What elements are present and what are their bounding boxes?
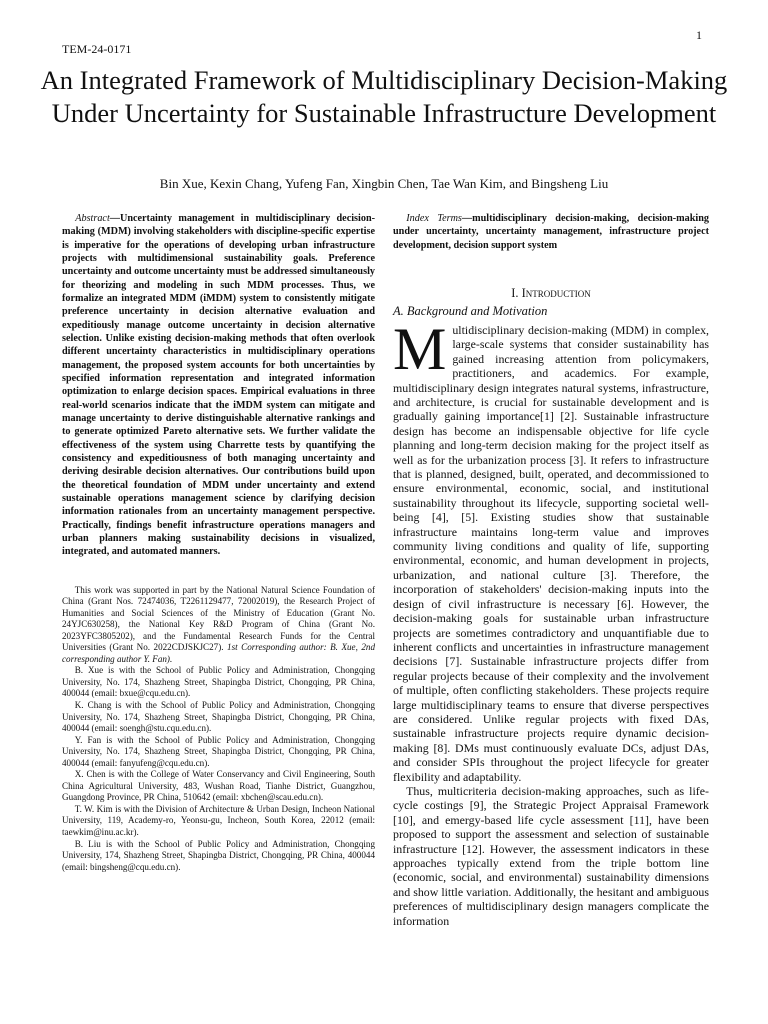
index-terms-label: Index Terms — [406, 213, 462, 224]
page-number: 1 — [696, 28, 702, 42]
affiliation-note: Y. Fan is with the School of Public Policy and Administration, Chongqing University, No. 174, Shazheng Street, Shapingba District, Chongqing, PR China, 400044 (email: fanyufeng@cqu.edu.cn). — [62, 734, 375, 768]
abstract — [62, 212, 375, 559]
affiliation-note: X. Chen is with the College of Water Conservancy and Civil Engineering, South China Agricultural University, 483, Wushan Road, Tianhe District, Guangzhou, Guangdong Province, PR China, 510642 (email: xbchen@scau.edu.cn). — [62, 769, 375, 803]
affiliation-note: T. W. Kim is with the Division of Architecture & Urban Design, Incheon National University, 119, Academy-ro, Yeonsu-gu, Incheon, South Korea, 22012 (email: taewkim@inu.ac.kr). — [62, 803, 375, 838]
funding-text: This work was supported in part by the National Natural Science Foundation of China (Grant Nos. 72474036, T2261129477, 72002019), the Research Project of Humanities and Social Sciences of the Ministry of Education (Grant No. 24YJC630258), the National Key R&D Program of China (Grant No. 2023YFC3805202), and the Fundamental Research Funds for the Central Universities (Grant No. 2022CDJSKJC27). — [62, 584, 375, 653]
affiliation-note: B. Xue is with the School of Public Policy and Administration, Chongqing University, No. 174, Shazheng Street, Shapingba District, Chongqing, PR China, 400044 (email: bxue@cqu.edu.cn). — [62, 665, 375, 699]
funding-note — [62, 585, 375, 666]
subsection-heading-background: A. Background and Motivation — [393, 303, 548, 318]
index-terms — [393, 212, 709, 252]
intro-paragraph-text: ultidisciplinary decision-making (MDM) in complex, large-scale systems that consider sustainability has gained increasing attention from policymakers, practitioners, and academics. For example, multidisciplinary design integrates natural systems, infrastructure, and architecture, is crucial for sustainable development and is gradually gaining importance[1] [2]. Sustainable infrastructure design has become an indispensable objective for life cycle planning and long-term decision making for the project itself as well as for the urbanization process [3]. It refers to infrastructure that is planned, designed, built, operated, and decommissioned to ensure environmental, economic, social, and institutional sustainability throughout its lifecycle, supporting societal well-being [4], [5]. Existing studies show that sustainable infrastructure maintains long-term value and improves community living conditions and quality of life, supporting environmental, economic, and human development in projects, urbanization, and national culture [3]. Therefore, the incorporation of stakeholders' decision-making inputs into the design of civil infrastructure is necessary [6]. However, the decision-making goals for sustainable urban infrastructure projects are sometimes contradictory and unquantifiable due to inherent conflicts and uncertainties in infrastructure management decisions [7]. Sustainable infrastructure projects differ from regular projects because of their complexity and the involvement of multiple, often conflicting stakeholders. These projects require large multidisciplinary teams to ensure that diverse perspectives are considered. Unlike regular projects with fixed DAs, sustainable infrastructure projects require dynamic decision-making [8]. DMs must continuously evaluate DCs, adjust DAs, and consider SPIs throughout the project lifecycle for greater flexibility and adaptability. — [393, 322, 709, 784]
left-column — [62, 212, 375, 873]
intro-paragraph: Thus, multicriteria decision-making approaches, such as life-cycle costings [9], the Strategic Project Appraisal Framework [10], and emergy-based life cycle assessment [11], have been proposed to support the assessment and selection of sustainable infrastructure [12]. However, the assessment indicators in these approaches typically extend from the triple bottom line (economic, social, and environmental) sustainability dimensions and show little variation. Additionally, the hesitant and ambiguous preferences of multidisciplinary design managers complicate the information — [393, 783, 709, 928]
index-terms-text: —multidisciplinary decision-making, decision-making under uncertainty, uncertainty management, infrastructure project development, decision support system — [393, 213, 709, 251]
paper-title: An Integrated Framework of Multidisciplinary Decision-Making Under Uncertainty for Sustainable Infrastructure Development — [40, 65, 728, 128]
manuscript-id: TEM-24-0171 — [62, 42, 132, 56]
affiliation-note: K. Chang is with the School of Public Policy and Administration, Chongqing University, No. 174, Shazheng Street, Shapingba District, Chongqing, PR China, 400044 (email: soengh@stu.cqu.edu.cn). — [62, 700, 375, 734]
section-heading-introduction: I. Introduction — [511, 285, 591, 300]
drop-cap: M — [393, 315, 447, 382]
corresponding-author-note: 1st Corresponding author: B. Xue, 2nd corresponding author Y. Fan). — [62, 642, 375, 664]
right-column — [393, 212, 709, 928]
affiliation-note: B. Liu is with the School of Public Policy and Administration, Chongqing University, 174, Shazheng Street, Shapingba District, Chongqing, PR China, 400044 (email: bingsheng@cqu.edu.cn). — [62, 838, 375, 872]
abstract-text: —Uncertainty management in multidisciplinary decision-making (MDM) involving stakeholders with discipline-specific expertise is imperative for the operations of developing urban infrastructure projects with multidimensional sustainability goals. Preference uncertainty and outcome uncertainty must be addressed simultaneously for theorizing and modeling in such MDM processes. Thus, we formalize an integrated MDM (iMDM) system to consistently mitigate preference uncertainty in decision alternative evaluation and expeditiously manage outcome uncertainty in decision alternative selection. Unlike existing decision-making methods that often overlook different uncertainty characteristics in multidisciplinary operations management, the proposed system accounts for both uncertainties by specified information representation and integrated information optimization to enlarge decision spaces. Empirical evaluations in three real-world scenarios indicate that the iMDM system can mitigate and manage uncertainty to derive distinguishable alternative rankings and to generate optimized Pareto alternative sets. We further validate the effectiveness of the system using Charrette tests by quantifying the consistency and expeditiousness of both managing uncertainty and deriving desirable decision alternatives. Our contributions build upon the theoretical foundation of MDM under uncertainty and extend sustainable operations management science by clarifying decision information rationales from an uncertainty management perspective. Practically, findings benefit infrastructure operations managers and urban planners making sustainability decisions in visualized, integrated, and automated manners. — [62, 213, 375, 558]
footnotes — [62, 585, 375, 874]
author-list: Bin Xue, Kexin Chang, Yufeng Fan, Xingbin Chen, Tae Wan Kim, and Bingsheng Liu — [159, 176, 609, 191]
abstract-label: Abstract — [75, 213, 110, 224]
intro-paragraph — [393, 315, 709, 784]
